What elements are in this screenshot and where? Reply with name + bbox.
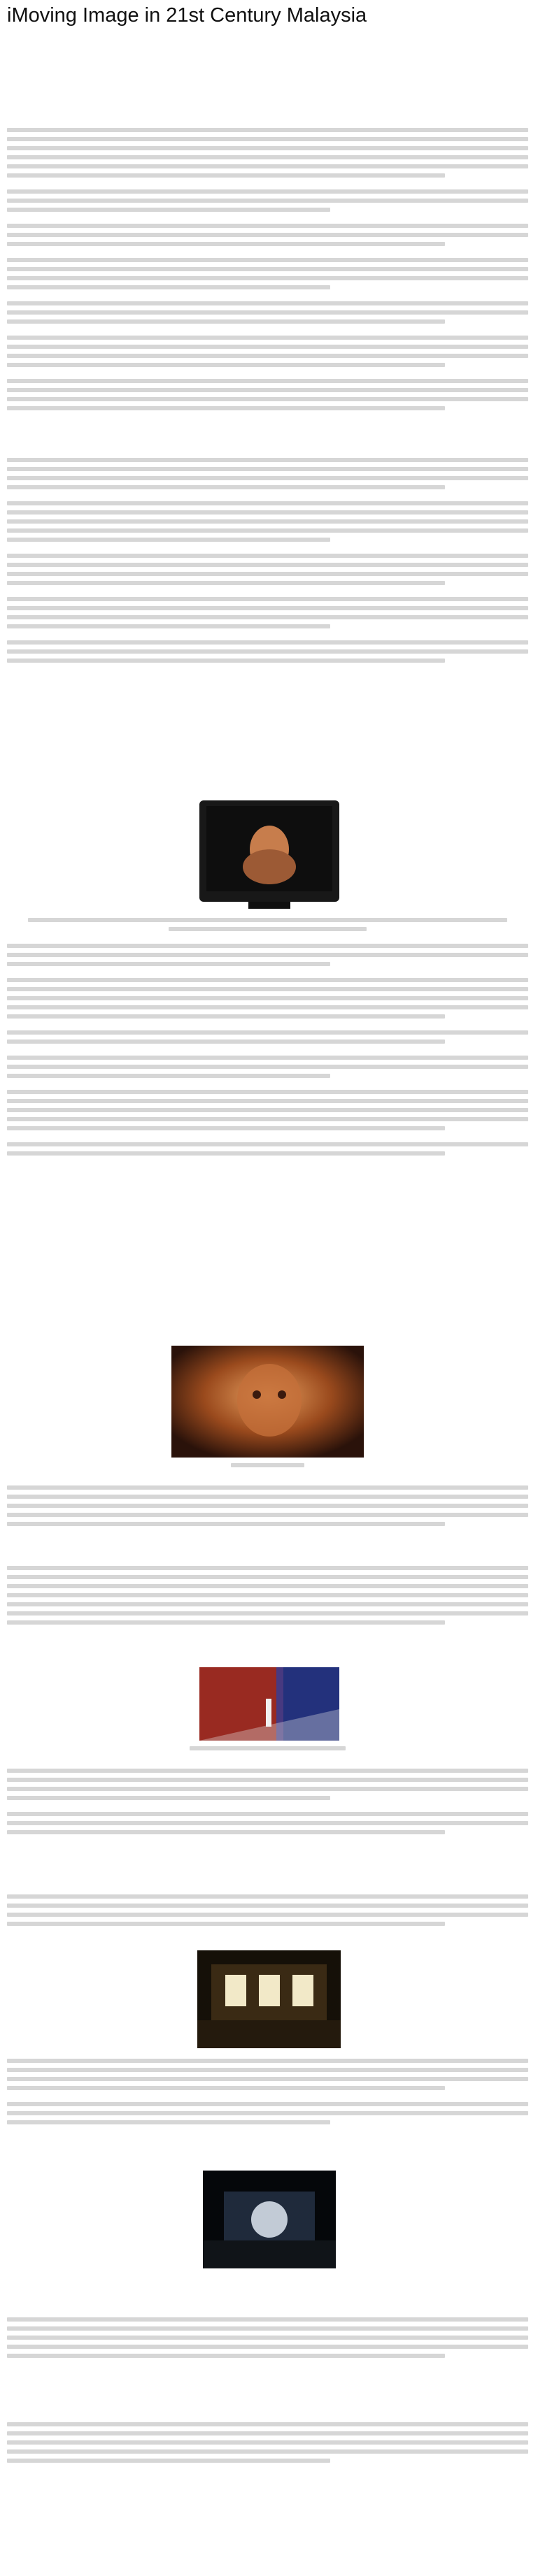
figure-tv-caption [7, 918, 528, 936]
video-art-face-image [171, 1346, 364, 1458]
suffolk-hall-image [197, 1950, 341, 2048]
figure-wong-caption [7, 1746, 528, 1755]
intro-paragraphs [7, 128, 528, 449]
figure-face-caption [7, 1463, 528, 1472]
lew-section [7, 944, 528, 1293]
exhibitions-paragraph [7, 1485, 528, 1545]
figure-suffolk-hall [197, 1950, 341, 2048]
figure-tv-video-still [199, 800, 339, 912]
figure-video-art-face [171, 1346, 364, 1458]
tv-video-still-image [199, 800, 339, 912]
article-title: iMoving Image in 21st Century Malaysia [7, 4, 367, 27]
epilogue-section [7, 2317, 528, 2408]
figure-wong-performance [199, 1667, 339, 1741]
closing-paragraph [7, 2422, 528, 2492]
wong-continued [7, 1769, 528, 1873]
wong-section [7, 1566, 528, 1650]
suffolk-section [7, 2059, 528, 2150]
wong-performance-image [199, 1667, 339, 1741]
building-projection-image [203, 2171, 336, 2268]
figure-building-projection [203, 2171, 336, 2268]
malaysia-section [7, 458, 528, 765]
suzy-section [7, 1894, 528, 1936]
